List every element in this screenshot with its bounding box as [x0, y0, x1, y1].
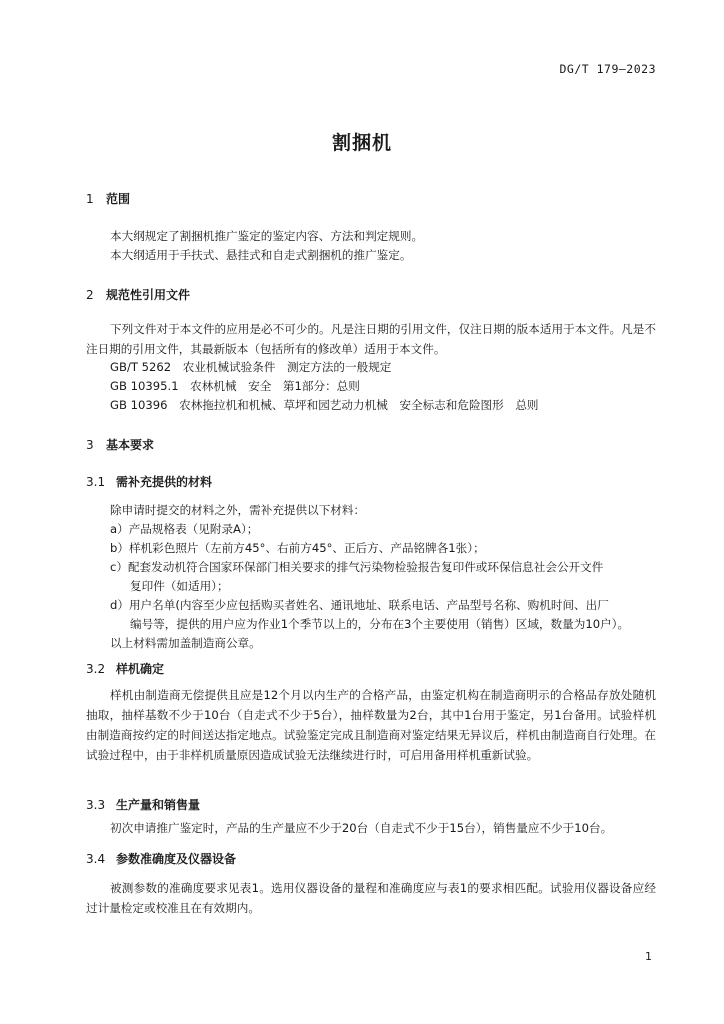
section-3-1-intro: 除申请时提交的材料之外，需补充提供以下材料： — [110, 503, 366, 517]
section-1-para-2: 本大纲适用于手扶式、悬挂式和自走式割捆机的推广鉴定。 — [110, 248, 412, 262]
section-number: 2 — [86, 288, 94, 302]
section-3-4-para-1: 被测参数的准确度要求见表1。选用仪器设备的量程和准确度应与表1的要求相匹配。试验用仪器设备应经过计量检定或校准且在有效期内。 — [86, 881, 656, 915]
list-item-continuation: 编号等，提供的用户应为作业1个季节以上的，分布在3个主要使用（销售）区域，数量为10户）。 — [130, 617, 630, 631]
section-number: 1 — [86, 192, 94, 206]
list-item: a）产品规格表（见附录A）； — [110, 522, 259, 536]
section-title: 样机确定 — [116, 662, 165, 676]
list-item: c）配套发动机符合国家环保部门相关要求的排气污染物检验报告复印件或环保信息社会公开文件 — [110, 560, 604, 574]
section-1-para-1: 本大纲规定了割捆机推广鉴定的鉴定内容、方法和判定规则。 — [110, 229, 424, 243]
section-title: 基本要求 — [106, 438, 155, 452]
document-code: DG/T 179—2023 — [559, 62, 656, 76]
section-2-para-1: 下列文件对于本文件的应用是必不可少的。凡是注日期的引用文件，仅注日期的版本适用于本文件。凡是不注日期的引用文件，其最新版本（包括所有的修改单）适用于本文件。 — [86, 322, 656, 356]
list-item: b）样机彩色照片（左前方45°、右前方45°、正后方、产品铭牌各1张）； — [110, 541, 485, 555]
list-item-continuation: 复印件（如适用）； — [130, 579, 229, 593]
section-title: 范围 — [106, 192, 131, 206]
section-number: 3 — [86, 438, 94, 452]
section-number: 3.4 — [86, 852, 106, 866]
reference-item: GB 10395.1 农林机械 安全 第1部分：总则 — [110, 379, 360, 393]
reference-item: GB/T 5262 农业机械试验条件 测定方法的一般规定 — [110, 360, 392, 374]
section-3-2-heading — [86, 660, 164, 677]
section-title: 需补充提供的材料 — [116, 475, 213, 489]
document-title: 割捆机 — [331, 132, 392, 154]
list-item: d）用户名单(内容至少应包括购买者姓名、通讯地址、联系电话、产品型号名称、购机时间、出厂 — [110, 598, 609, 612]
section-3-heading — [86, 436, 154, 453]
section-3-2-para-1: 样机由制造商无偿提供且应是12个月以内生产的合格产品，由鉴定机构在制造商明示的合格品存放处随机抽取，抽样基数不少于10台（自走式不少于5台），抽样数量为2台，其中1台用于鉴定，另1台备用。试验样机由制造商按约定的时间送达指定地点。试验鉴定完成且制造商对鉴定结果无异议后，样机由制造商自行处理。在试验过程中，由于非样机质量原因造成试验无法继续进行时，可启用备用样机重新试验。 — [86, 688, 656, 762]
section-3-1-heading — [86, 473, 212, 490]
section-2-heading — [86, 286, 190, 303]
list-note: 以上材料需加盖制造商公章。 — [110, 636, 261, 650]
section-title: 参数准确度及仪器设备 — [116, 852, 237, 866]
reference-item: GB 10396 农林拖拉机和机械、草坪和园艺动力机械 安全标志和危险图形 总则 — [110, 398, 539, 412]
section-title: 规范性引用文件 — [106, 288, 191, 302]
section-number: 3.1 — [86, 475, 106, 489]
section-number: 3.2 — [86, 662, 106, 676]
section-3-3-heading — [86, 796, 200, 813]
section-1-heading — [86, 190, 130, 207]
section-title: 生产量和销售量 — [116, 798, 201, 812]
section-3-3-para-1: 初次申请推广鉴定时，产品的生产量应不少于20台（自走式不少于15台），销售量应不少于10台。 — [110, 821, 613, 835]
section-number: 3.3 — [86, 798, 106, 812]
page-number: 1 — [645, 950, 652, 963]
section-3-4-heading — [86, 850, 236, 867]
